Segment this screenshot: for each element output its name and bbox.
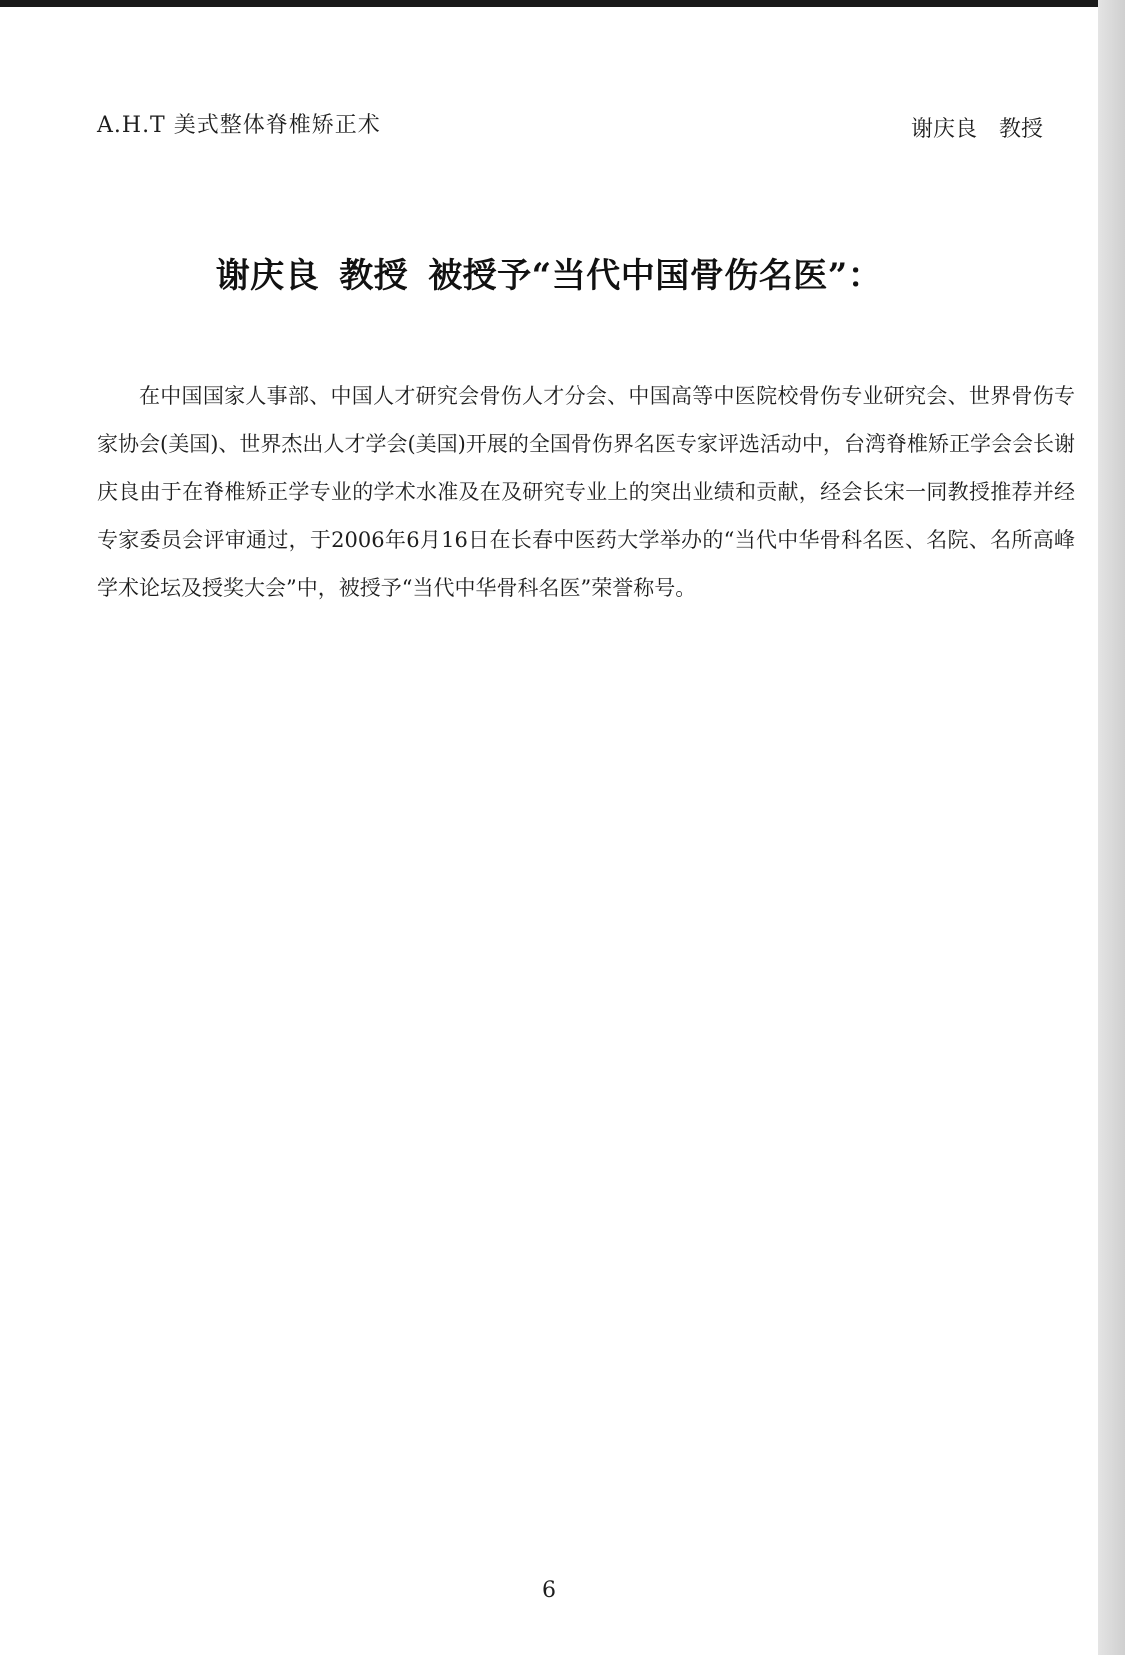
- running-head-author: [911, 112, 1043, 143]
- title-award: 被授予“当代中国骨伤名医”：: [428, 256, 883, 296]
- author-title: 教授: [998, 117, 1043, 142]
- title-name: 谢庆良: [215, 256, 320, 296]
- scan-right-edge: [1098, 0, 1125, 1655]
- title-rank: 教授: [339, 256, 409, 296]
- running-head-book-title: A.H.T 美式整体脊椎矫正术: [97, 113, 381, 138]
- author-name: 谢庆良: [910, 117, 977, 142]
- body-paragraph: 在中国国家人事部、中国人才研究会骨伤人才分会、中国高等中医院校骨伤专业研究会、世界骨伤专家协会(美国)、世界杰出人才学会(美国)开展的全国骨伤界名医专家评选活动中，台湾脊椎矫正学会会长谢庆良由于在脊椎矫正学专业的学术水准及在及研究专业上的突出业绩和贡献，经会长宋一同教授推荐并经专家委员会评审通过，于2006年6月16日在长春中医药大学举办的“当代中华骨科名医、名院、名所高峰学术论坛及授奖大会”中，被授予“当代中华骨科名医”荣誉称号。: [97, 384, 1075, 600]
- scan-top-edge: [0, 0, 1125, 7]
- page-number: 6: [542, 1578, 556, 1603]
- page-title: [0, 248, 1098, 297]
